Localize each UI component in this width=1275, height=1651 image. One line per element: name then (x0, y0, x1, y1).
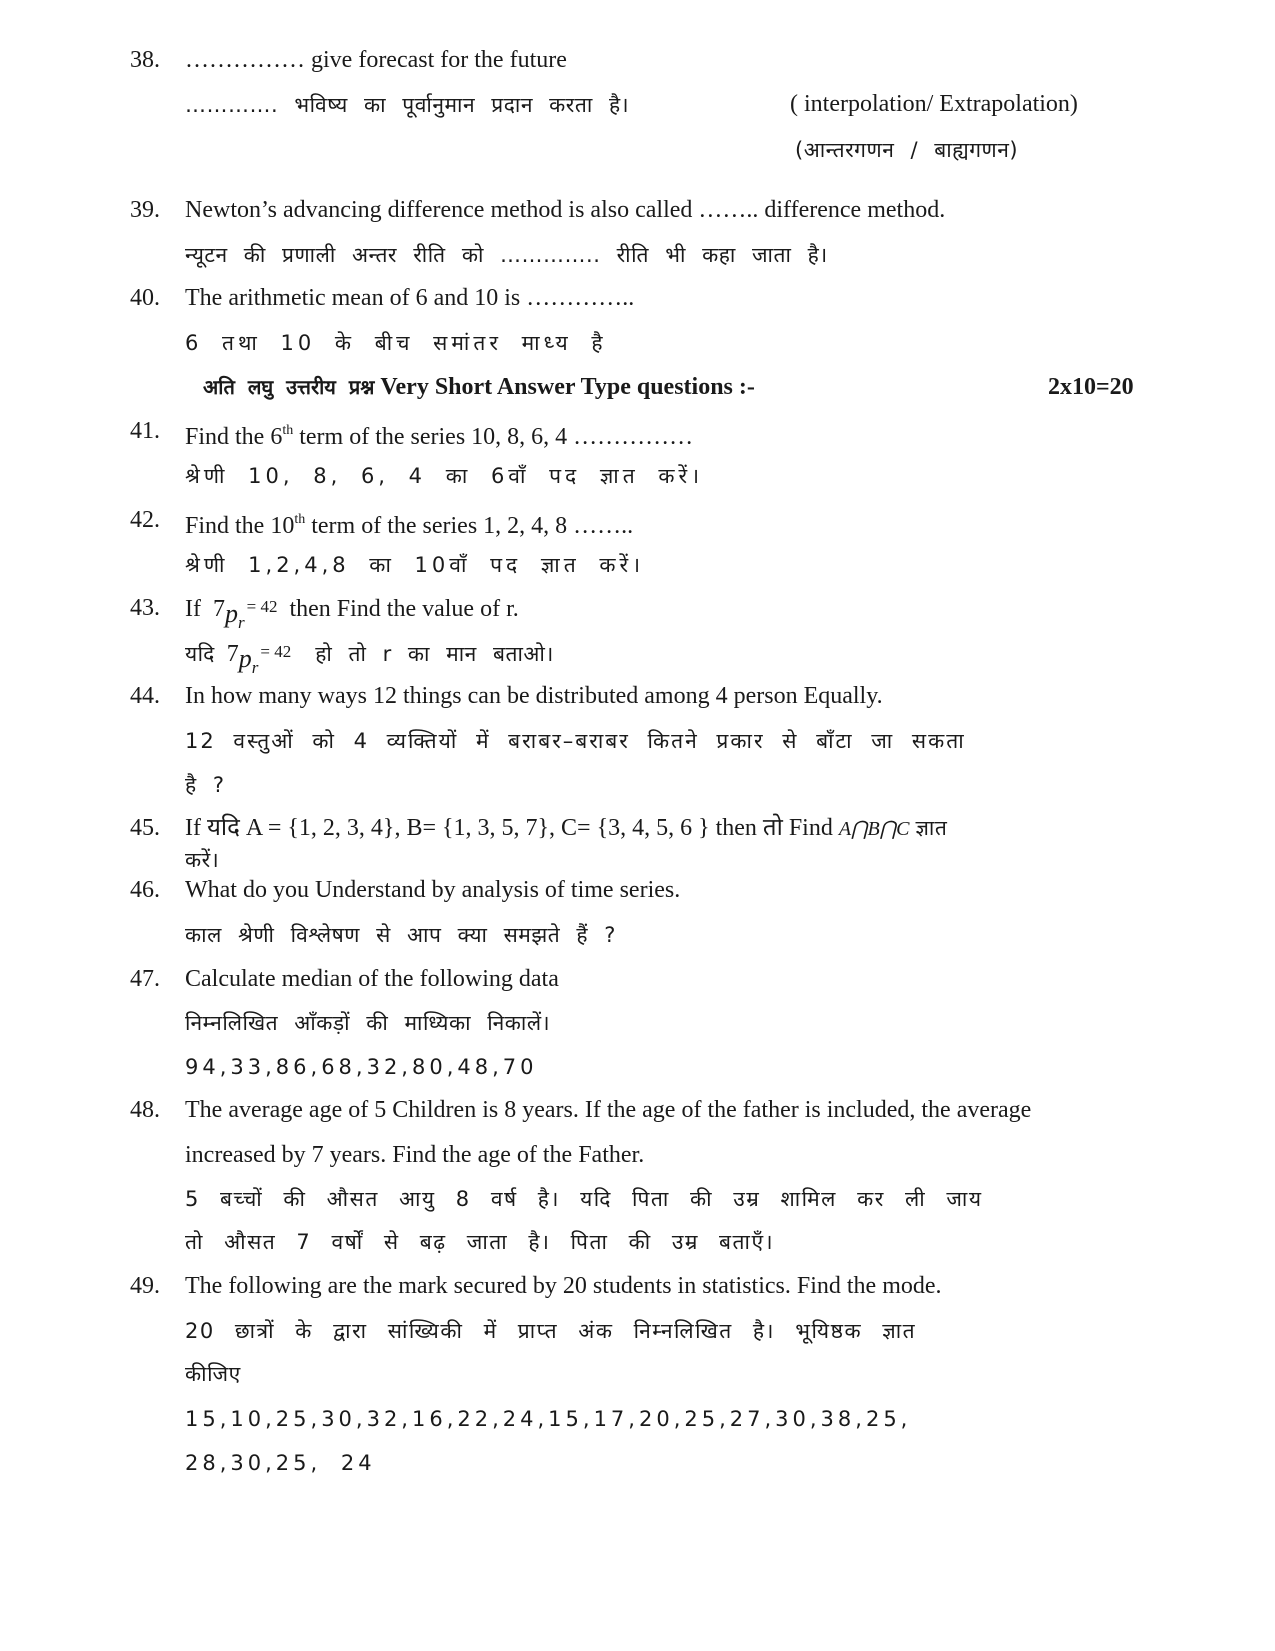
q47-number: 47. (130, 966, 160, 992)
q41-text-post: term of the series 10, 8, 6, 4 …………… (293, 424, 694, 450)
q46-number: 46. (130, 877, 160, 903)
q39-english: Newton’s advancing difference method is also called …….. difference method. (185, 197, 946, 223)
q45-english (185, 813, 947, 844)
q41-text-pre: Find the 6 (185, 424, 283, 450)
q47-hindi: निम्नलिखित आँकड़ों की माध्यिका निकालें। (185, 1011, 551, 1035)
q48-number: 48. (130, 1097, 160, 1123)
q44-hindi-line1: 12 वस्तुओं को 4 व्यक्तियों में बराबर–बराबर कितने प्रकार से बाँटा जा सकता (185, 729, 966, 753)
q43-perm-eq: = 42 (246, 597, 278, 616)
q42-english (185, 505, 633, 541)
q44-number: 44. (130, 683, 160, 709)
q46-english: What do you Understand by analysis of time series. (185, 877, 681, 903)
q45-number: 45. (130, 815, 160, 841)
q49-hindi-line2: कीजिए (185, 1362, 241, 1386)
q42-text-post: term of the series 1, 2, 4, 8 …….. (305, 513, 634, 539)
q49-data-line1: 15,10,25,30,32,16,22,24,15,17,20,25,27,30,38,25, (185, 1407, 912, 1431)
q43-permutation (212, 596, 278, 632)
section-heading-hindi: अति लघु उत्तरीय प्रश्न (203, 375, 375, 399)
q45-hindi-line2: करें। (185, 848, 220, 872)
q42-hindi: श्रेणी 1,2,4,8 का 10वाँ पद ज्ञात करें। (185, 553, 645, 577)
q47-data: 94,33,86,68,32,80,48,70 (185, 1055, 538, 1079)
q43-hindi-permutation (226, 641, 292, 677)
q40-number: 40. (130, 285, 160, 311)
q43-perm-p: p (224, 599, 238, 628)
q42-superscript: th (294, 512, 306, 527)
q46-hindi: काल श्रेणी विश्लेषण से आप क्या समझते हैं ? (185, 923, 616, 947)
q49-english: The following are the mark secured by 20 students in statistics. Find the mode. (185, 1273, 942, 1299)
q44-hindi-line2: है ? (185, 773, 225, 797)
q43-hindi-perm-r: r (251, 658, 259, 677)
q43-perm-r: r (237, 613, 245, 632)
q43-hindi (185, 638, 554, 677)
section-heading (203, 372, 755, 402)
q47-english: Calculate median of the following data (185, 966, 559, 992)
q49-hindi-line1: 20 छात्रों के द्वारा सांख्यिकी में प्राप्त अंक निम्नलिखित है। भूयिष्ठक ज्ञात (185, 1319, 917, 1343)
q43-hindi-post: हो तो r का मान बताओ। (315, 642, 554, 666)
q41-number: 41. (130, 418, 160, 444)
q38-options-english: ( interpolation/ Extrapolation) (790, 91, 1078, 117)
q45-set-intersection: A⋂B⋂C (838, 818, 910, 840)
q40-hindi: 6 तथा 10 के बीच समांतर माध्य है (185, 331, 607, 355)
q43-hindi-if: यदि (185, 642, 215, 666)
q41-hindi: श्रेणी 10, 8, 6, 4 का 6वाँ पद ज्ञात करें। (185, 464, 704, 488)
q45-text: If यदि A = {1, 2, 3, 4}, B= {1, 3, 5, 7}, C= {3, 4, 5, 6 } then तो Find (185, 815, 833, 841)
q40-english: The arithmetic mean of 6 and 10 is ………….. (185, 285, 635, 311)
q48-english-line2: increased by 7 years. Find the age of the Father. (185, 1142, 645, 1168)
q44-english: In how many ways 12 things can be distributed among 4 person Equally. (185, 683, 883, 709)
q43-hindi-perm-p: p (238, 644, 252, 673)
q43-hindi-perm-n: 7 (226, 641, 239, 667)
q43-hindi-perm-eq: = 42 (260, 642, 292, 661)
q43-number: 43. (130, 595, 160, 621)
q49-number: 49. (130, 1273, 160, 1299)
q38-hindi: …………. भविष्य का पूर्वानुमान प्रदान करता है। (185, 93, 630, 117)
q43-perm-n: 7 (212, 596, 225, 622)
q38-english: …………… give forecast for the future (185, 47, 567, 73)
section-heading-english: Very Short Answer Type questions :- (380, 374, 755, 400)
q39-number: 39. (130, 197, 160, 223)
q43-english (185, 593, 519, 632)
q41-superscript: th (282, 423, 294, 438)
section-marks: 2x10=20 (1048, 374, 1134, 400)
q42-text-pre: Find the 10 (185, 513, 295, 539)
q43-english-post: then Find the value of r. (289, 596, 519, 622)
q38-options-hindi: (आन्तरगणन / बाह्यगणन) (795, 138, 1019, 162)
q48-hindi-line2: तो औसत 7 वर्षों से बढ़ जाता है। पिता की उम्र बताएँ। (185, 1230, 775, 1254)
q49-data-line2: 28,30,25, 24 (185, 1451, 376, 1475)
q39-hindi: न्यूटन की प्रणाली अन्तर रीति को ………….. रीति भी कहा जाता है। (185, 243, 828, 267)
q42-number: 42. (130, 507, 160, 533)
q43-if: If (185, 596, 201, 622)
q41-english (185, 416, 693, 452)
q48-english-line1: The average age of 5 Children is 8 years. If the age of the father is included, the average (185, 1097, 1032, 1123)
q38-number: 38. (130, 47, 160, 73)
q48-hindi-line1: 5 बच्चों की औसत आयु 8 वर्ष है। यदि पिता की उम्र शामिल कर ली जाय (185, 1187, 983, 1211)
q45-hindi-end: ज्ञात (915, 816, 948, 840)
